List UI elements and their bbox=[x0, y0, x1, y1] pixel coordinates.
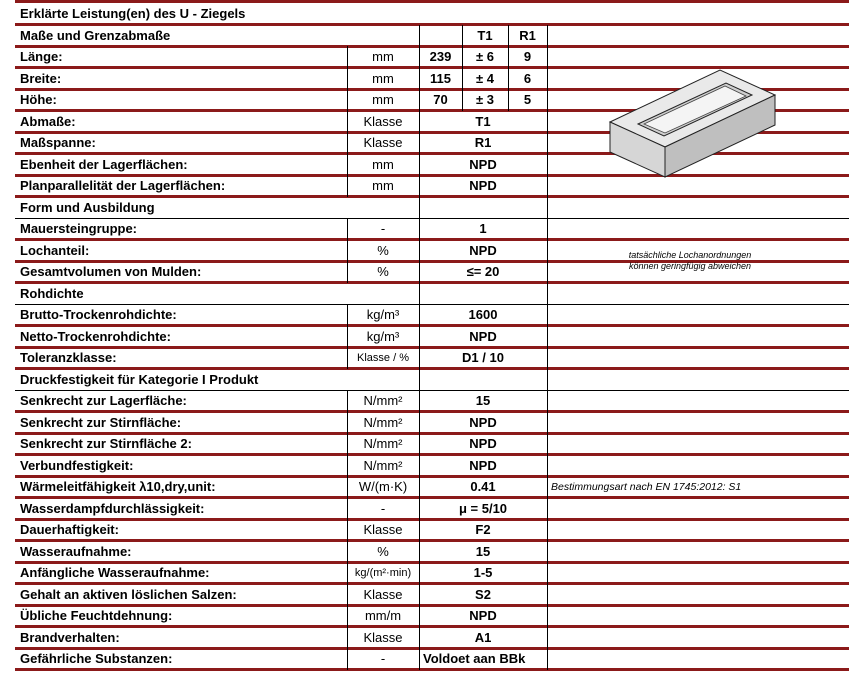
column-divider bbox=[347, 584, 348, 606]
column-divider bbox=[419, 347, 420, 369]
row-label: Verbundfestigkeit: bbox=[20, 457, 134, 473]
column-divider bbox=[419, 304, 420, 326]
row-unit: - bbox=[380, 500, 386, 516]
row-value: T1 bbox=[475, 113, 491, 129]
dimension-range: 6 bbox=[523, 70, 532, 86]
row-label: Gefährliche Substanzen: bbox=[20, 651, 173, 667]
column-divider bbox=[419, 562, 420, 584]
row-unit: mm bbox=[372, 92, 394, 108]
property-row bbox=[0, 627, 849, 649]
column-divider bbox=[419, 240, 420, 262]
row-value: R1 bbox=[474, 135, 492, 151]
row-unit: kg/m³ bbox=[366, 307, 400, 323]
row-unit: N/mm² bbox=[363, 436, 403, 452]
row-value: 15 bbox=[475, 393, 491, 409]
row-unit: Klasse bbox=[363, 586, 403, 602]
row-value: 1600 bbox=[468, 307, 498, 323]
property-row bbox=[0, 347, 849, 369]
column-divider bbox=[347, 412, 348, 434]
row-label: Höhe: bbox=[20, 92, 57, 108]
dimension-range: 9 bbox=[523, 49, 532, 65]
column-divider bbox=[547, 584, 548, 606]
section-label: Druckfestigkeit für Kategorie I Produkt bbox=[20, 371, 259, 387]
row-value: 15 bbox=[475, 543, 491, 559]
row-value: S2 bbox=[475, 586, 491, 602]
column-divider bbox=[547, 605, 548, 627]
column-divider bbox=[419, 89, 420, 111]
row-unit: - bbox=[380, 651, 386, 667]
row-label: Senkrecht zur Stirnfläche: bbox=[20, 414, 182, 430]
row-unit: N/mm² bbox=[363, 457, 403, 473]
section-header-row bbox=[0, 369, 849, 391]
row-unit: mm/m bbox=[364, 608, 402, 624]
column-divider bbox=[419, 519, 420, 541]
row-value: 0.41 bbox=[470, 479, 496, 495]
dimension-range: 5 bbox=[523, 92, 532, 108]
row-label: Senkrecht zur Stirnfläche 2: bbox=[20, 436, 192, 452]
brick-illustration bbox=[600, 62, 785, 187]
dimension-tolerance: ± 6 bbox=[476, 49, 494, 65]
property-row bbox=[0, 433, 849, 455]
column-divider bbox=[419, 197, 420, 219]
property-row bbox=[0, 519, 849, 541]
row-label: Brandverhalten: bbox=[20, 629, 120, 645]
column-divider bbox=[347, 476, 348, 498]
column-divider bbox=[419, 326, 420, 348]
column-divider bbox=[547, 476, 548, 498]
property-row bbox=[0, 304, 849, 326]
column-divider bbox=[347, 498, 348, 520]
column-divider bbox=[462, 68, 463, 90]
row-unit: Klasse bbox=[363, 629, 403, 645]
row-label: Toleranzklasse: bbox=[20, 350, 117, 366]
column-divider bbox=[347, 455, 348, 477]
row-label: Anfängliche Wasseraufnahme: bbox=[20, 565, 210, 581]
column-divider bbox=[419, 175, 420, 197]
row-unit: % bbox=[377, 543, 389, 559]
column-divider bbox=[347, 304, 348, 326]
column-divider bbox=[347, 433, 348, 455]
column-divider bbox=[347, 218, 348, 240]
column-divider bbox=[419, 390, 420, 412]
row-unit: N/mm² bbox=[363, 393, 403, 409]
row-unit: - bbox=[380, 221, 386, 237]
row-label: Senkrecht zur Lagerfläche: bbox=[20, 393, 187, 409]
dimension-size: 70 bbox=[433, 92, 448, 108]
column-divider bbox=[419, 261, 420, 283]
property-row bbox=[0, 218, 849, 240]
caption-line-2: können geringfügig abweichen bbox=[628, 261, 752, 271]
row-label: Wasseraufnahme: bbox=[20, 543, 132, 559]
column-divider bbox=[347, 605, 348, 627]
column-divider bbox=[347, 175, 348, 197]
row-unit: kg/(m²·min) bbox=[354, 566, 412, 579]
column-divider bbox=[508, 89, 509, 111]
column-divider bbox=[347, 562, 348, 584]
row-unit: % bbox=[377, 264, 389, 280]
column-divider bbox=[508, 68, 509, 90]
row-label: Breite: bbox=[20, 70, 62, 86]
title-row bbox=[0, 3, 849, 25]
column-divider bbox=[347, 627, 348, 649]
row-note: Bestimmungsart nach EN 1745:2012: S1 bbox=[551, 480, 742, 493]
column-divider bbox=[547, 519, 548, 541]
column-divider bbox=[547, 25, 548, 283]
column-divider bbox=[419, 154, 420, 176]
column-divider bbox=[419, 369, 420, 391]
column-divider bbox=[462, 25, 463, 47]
row-unit: kg/m³ bbox=[366, 328, 400, 344]
dimensions-header-row bbox=[0, 25, 849, 47]
illustration-caption bbox=[590, 250, 790, 272]
column-divider bbox=[547, 562, 548, 584]
row-unit: W/(m·K) bbox=[358, 479, 408, 495]
property-row bbox=[0, 498, 849, 520]
column-divider bbox=[347, 111, 348, 133]
row-value: NPD bbox=[469, 156, 497, 172]
property-row bbox=[0, 326, 849, 348]
column-divider bbox=[347, 68, 348, 90]
column-divider bbox=[419, 218, 420, 240]
property-row bbox=[0, 412, 849, 434]
property-row bbox=[0, 476, 849, 498]
row-value: μ = 5/10 bbox=[458, 500, 508, 516]
column-divider bbox=[462, 46, 463, 68]
column-divider bbox=[347, 240, 348, 262]
row-value: NPD bbox=[469, 328, 497, 344]
column-divider bbox=[347, 46, 348, 68]
column-divider bbox=[347, 648, 348, 670]
column-divider bbox=[347, 541, 348, 563]
row-label: Gesamtvolumen von Mulden: bbox=[20, 264, 202, 280]
row-label: Planparallelität der Lagerflächen: bbox=[20, 178, 226, 194]
column-divider bbox=[547, 326, 548, 348]
property-row bbox=[0, 584, 849, 606]
column-divider bbox=[347, 326, 348, 348]
column-divider bbox=[419, 498, 420, 520]
column-divider bbox=[547, 627, 548, 649]
column-divider bbox=[419, 25, 420, 47]
row-label: Brutto-Trockenrohdichte: bbox=[20, 307, 177, 323]
column-divider bbox=[508, 46, 509, 68]
dimension-tolerance: ± 3 bbox=[476, 92, 494, 108]
row-unit: Klasse bbox=[363, 135, 403, 151]
row-value: NPD bbox=[469, 436, 497, 452]
column-divider bbox=[419, 455, 420, 477]
row-label: Abmaße: bbox=[20, 113, 76, 129]
column-divider bbox=[347, 261, 348, 283]
property-row bbox=[0, 455, 849, 477]
row-label: Übliche Feuchtdehnung: bbox=[20, 608, 173, 624]
row-label: Länge: bbox=[20, 49, 63, 65]
section-label: Form und Ausbildung bbox=[20, 199, 155, 215]
column-divider bbox=[547, 412, 548, 434]
column-divider bbox=[347, 390, 348, 412]
property-row bbox=[0, 390, 849, 412]
row-value: ≤= 20 bbox=[466, 264, 500, 280]
dimensions-section-label: Maße und Grenzabmaße bbox=[20, 27, 171, 43]
column-divider bbox=[547, 283, 548, 305]
section-header-row bbox=[0, 197, 849, 219]
row-label: Ebenheit der Lagerflächen: bbox=[20, 156, 188, 172]
dimension-tolerance: ± 4 bbox=[476, 70, 494, 86]
row-label: Netto-Trockenrohdichte: bbox=[20, 328, 171, 344]
row-label: Dauerhaftigkeit: bbox=[20, 522, 119, 538]
row-value: 1 bbox=[479, 221, 487, 237]
row-unit: % bbox=[377, 242, 389, 258]
row-value: Voldoet aan BBk bbox=[423, 651, 526, 667]
column-divider bbox=[419, 627, 420, 649]
column-divider bbox=[547, 433, 548, 455]
column-divider bbox=[419, 111, 420, 133]
row-value: NPD bbox=[469, 457, 497, 473]
column-divider bbox=[419, 584, 420, 606]
property-row bbox=[0, 648, 849, 670]
column-divider bbox=[419, 46, 420, 68]
caption-line-1: tatsächliche Lochanordnungen bbox=[628, 250, 752, 260]
column-divider bbox=[419, 605, 420, 627]
row-value: 1-5 bbox=[473, 565, 493, 581]
row-value: NPD bbox=[469, 242, 497, 258]
row-label: Maßspanne: bbox=[20, 135, 96, 151]
row-value: NPD bbox=[469, 178, 497, 194]
column-divider bbox=[547, 347, 548, 369]
column-header-t1: T1 bbox=[477, 27, 493, 43]
column-divider bbox=[419, 433, 420, 455]
row-value: A1 bbox=[474, 629, 492, 645]
column-divider bbox=[547, 369, 548, 391]
row-value: NPD bbox=[469, 414, 497, 430]
row-unit: mm bbox=[372, 178, 394, 194]
column-divider bbox=[347, 154, 348, 176]
column-divider bbox=[547, 541, 548, 563]
column-divider bbox=[419, 68, 420, 90]
column-divider bbox=[419, 648, 420, 670]
column-divider bbox=[508, 25, 509, 47]
dimension-size: 115 bbox=[430, 70, 451, 86]
row-divider bbox=[15, 668, 849, 671]
column-divider bbox=[547, 304, 548, 326]
column-divider bbox=[462, 89, 463, 111]
section-header-row bbox=[0, 283, 849, 305]
dimension-size: 239 bbox=[429, 49, 452, 65]
column-divider bbox=[347, 519, 348, 541]
row-label: Wärmeleitfähigkeit λ10,dry,unit: bbox=[20, 479, 216, 495]
row-unit: mm bbox=[372, 70, 394, 86]
row-unit: mm bbox=[372, 49, 394, 65]
row-value: NPD bbox=[469, 608, 497, 624]
row-value: F2 bbox=[475, 522, 491, 538]
property-row bbox=[0, 605, 849, 627]
column-divider bbox=[419, 541, 420, 563]
column-divider bbox=[419, 283, 420, 305]
section-label: Rohdichte bbox=[20, 285, 84, 301]
row-label: Wasserdampfdurchlässigkeit: bbox=[20, 500, 205, 516]
row-label: Mauersteingruppe: bbox=[20, 221, 138, 237]
row-label: Lochanteil: bbox=[20, 242, 90, 258]
column-header-r1: R1 bbox=[519, 27, 536, 43]
column-divider bbox=[347, 89, 348, 111]
row-unit: Klasse / % bbox=[357, 351, 409, 364]
row-value: D1 / 10 bbox=[462, 350, 504, 366]
document-title: Erklärte Leistung(en) des U - Ziegels bbox=[20, 6, 246, 22]
row-unit: N/mm² bbox=[363, 414, 403, 430]
column-divider bbox=[547, 648, 548, 670]
column-divider bbox=[547, 455, 548, 477]
property-row bbox=[0, 562, 849, 584]
column-divider bbox=[547, 498, 548, 520]
row-unit: mm bbox=[372, 156, 394, 172]
property-row bbox=[0, 541, 849, 563]
column-divider bbox=[419, 412, 420, 434]
column-divider bbox=[419, 476, 420, 498]
column-divider bbox=[347, 132, 348, 154]
column-divider bbox=[547, 390, 548, 412]
row-label: Gehalt an aktiven löslichen Salzen: bbox=[20, 586, 237, 602]
row-unit: Klasse bbox=[363, 522, 403, 538]
column-divider bbox=[419, 132, 420, 154]
row-unit: Klasse bbox=[363, 113, 403, 129]
column-divider bbox=[347, 347, 348, 369]
